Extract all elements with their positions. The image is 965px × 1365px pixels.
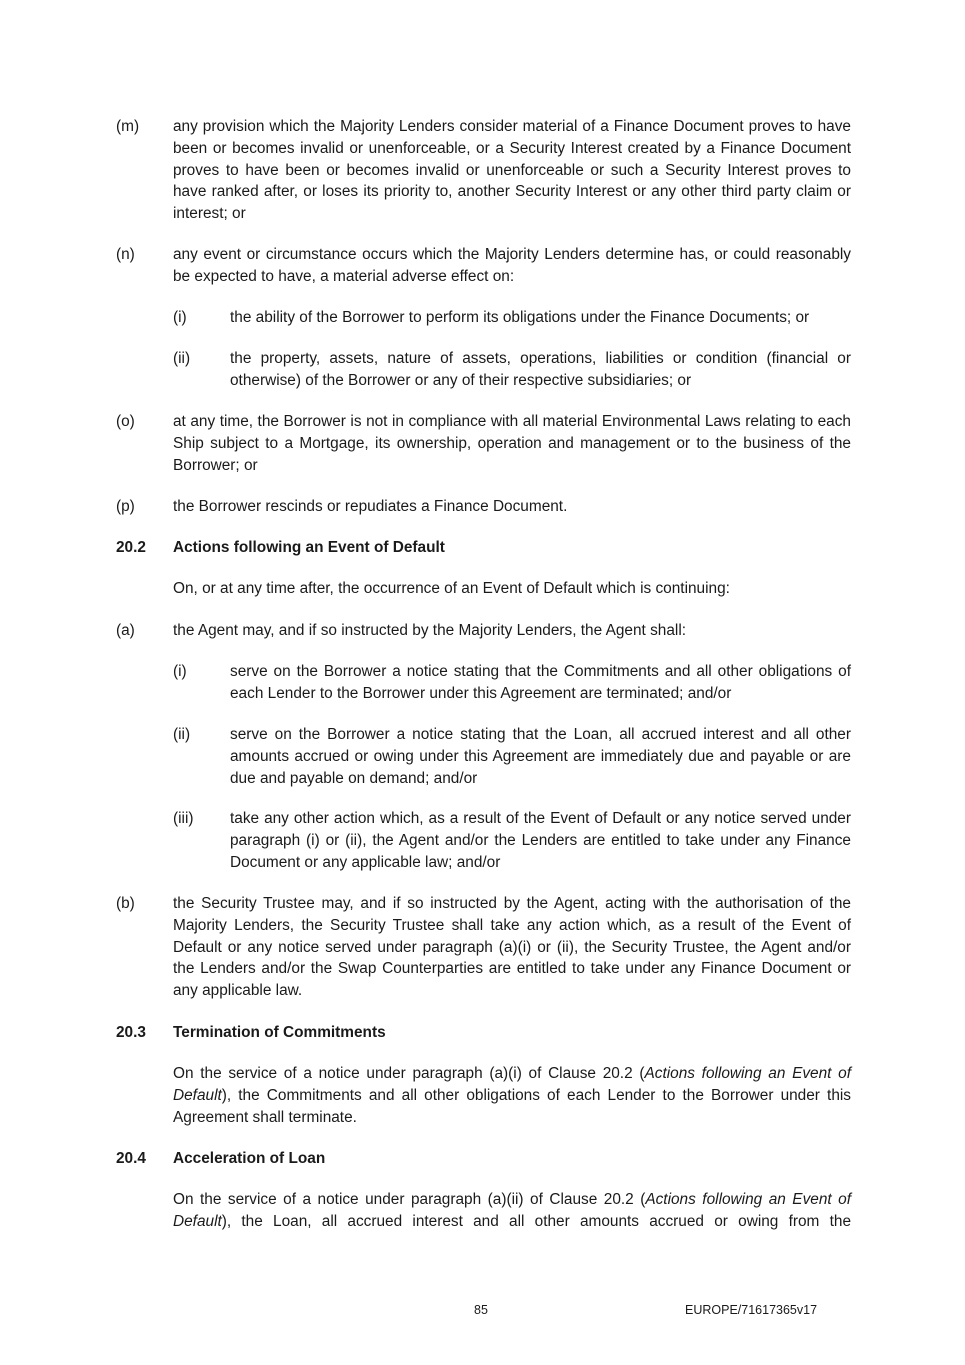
item-n-ii-text: the property, assets, nature of assets, operations, liabilities or condition (financial or otherwise) of the Borrower or any of their respective subsidiaries; or	[230, 350, 851, 389]
page-number: 85	[474, 1303, 488, 1317]
clause-a-i-text: serve on the Borrower a notice stating that the Commitments and all other obligations of each Lender to the Borrower under this Agreement are terminated; and/or	[230, 663, 851, 702]
clause-a-ii-text: serve on the Borrower a notice stating that the Loan, all accrued interest and all other amounts accrued or owing under this Agreement are immediately due and payable or are due and payable on demand; and/or	[230, 726, 851, 787]
section-20-2-intro: On, or at any time after, the occurrence of an Event of Default which is continuing:	[173, 580, 730, 597]
item-n-i-text: the ability of the Borrower to perform its obligations under the Finance Documents; or	[230, 309, 810, 326]
section-20-4-number: 20.4	[116, 1150, 146, 1167]
section-20-4-text-italic: Actions following an Event of Default	[173, 1191, 851, 1230]
clause-b-label: (b)	[116, 895, 135, 912]
section-20-4-title: Acceleration of Loan	[173, 1150, 326, 1167]
clause-a-label: (a)	[116, 622, 135, 639]
section-20-3-text-pre: On the service of a notice under paragraph (a)(i) of Clause 20.2 (	[173, 1065, 645, 1082]
section-20-3-text	[173, 1063, 851, 1128]
item-n-text: any event or circumstance occurs which the Majority Lenders determine has, or could reasonably be expected to have, a material adverse effect on:	[173, 246, 851, 285]
section-20-3-text-italic: Actions following an Event of Default	[173, 1065, 851, 1104]
section-20-3-title: Termination of Commitments	[173, 1024, 386, 1041]
section-20-4-text-pre: On the service of a notice under paragraph (a)(ii) of Clause 20.2 (	[173, 1191, 646, 1208]
clause-a-ii-label: (ii)	[173, 726, 191, 743]
item-o-label: (o)	[116, 413, 135, 430]
item-o-text: at any time, the Borrower is not in compliance with all material Environmental Laws relating to each Ship subject to a Mortgage, its ownership, operation and management or to the business of the Borrower; or	[173, 413, 851, 474]
document-reference: EUROPE/71617365v17	[685, 1303, 818, 1317]
item-n-ii-label: (ii)	[173, 350, 191, 367]
section-20-3-number: 20.3	[116, 1024, 146, 1041]
item-m-label: (m)	[116, 118, 140, 135]
section-20-2-title: Actions following an Event of Default	[173, 539, 445, 556]
item-n-label: (n)	[116, 246, 135, 263]
section-20-4-text-post: ), the Loan, all accrued interest and all other amounts accrued or owing from the	[221, 1212, 851, 1230]
section-20-4-text	[173, 1189, 851, 1233]
clause-b-text: the Security Trustee may, and if so instructed by the Agent, acting with the authorisation of the Majority Lenders, the Security Trustee shall take any action which, as a result of the Event of Default or any notice served under paragraph (a)(i) or (ii), the Security Trustee, the Agent and/or the Lenders and/or the Swap Counterparties are entitled to take under any Finance Document or any applicable law.	[173, 895, 851, 1000]
clause-a-iii-text: take any other action which, as a result of the Event of Default or any notice served under paragraph (i) or (ii), the Agent and/or the Lenders are entitled to take under any Finance Document or any applicable law; and/or	[230, 810, 851, 871]
section-20-3-text-post: ), the Commitments and all other obligations of each Lender to the Borrower under this Agreement shall terminate.	[173, 1086, 851, 1126]
item-p-label: (p)	[116, 498, 135, 515]
clause-a-i-label: (i)	[173, 663, 187, 680]
item-n-i-label: (i)	[173, 309, 187, 326]
clause-a-text: the Agent may, and if so instructed by the Majority Lenders, the Agent shall:	[173, 622, 687, 639]
item-m-text: any provision which the Majority Lenders consider material of a Finance Document proves to have been or becomes invalid or unenforceable, or a Security Interest created by a Finance Document proves to have been or becomes invalid or unenforceable or such a Security Interest proves to have ranked after, or loses its priority to, another Security Interest or any other third party claim or interest; or	[173, 118, 851, 223]
section-20-2-number: 20.2	[116, 539, 146, 556]
clause-a-iii-label: (iii)	[173, 810, 194, 827]
item-p-text: the Borrower rescinds or repudiates a Finance Document.	[173, 498, 568, 515]
